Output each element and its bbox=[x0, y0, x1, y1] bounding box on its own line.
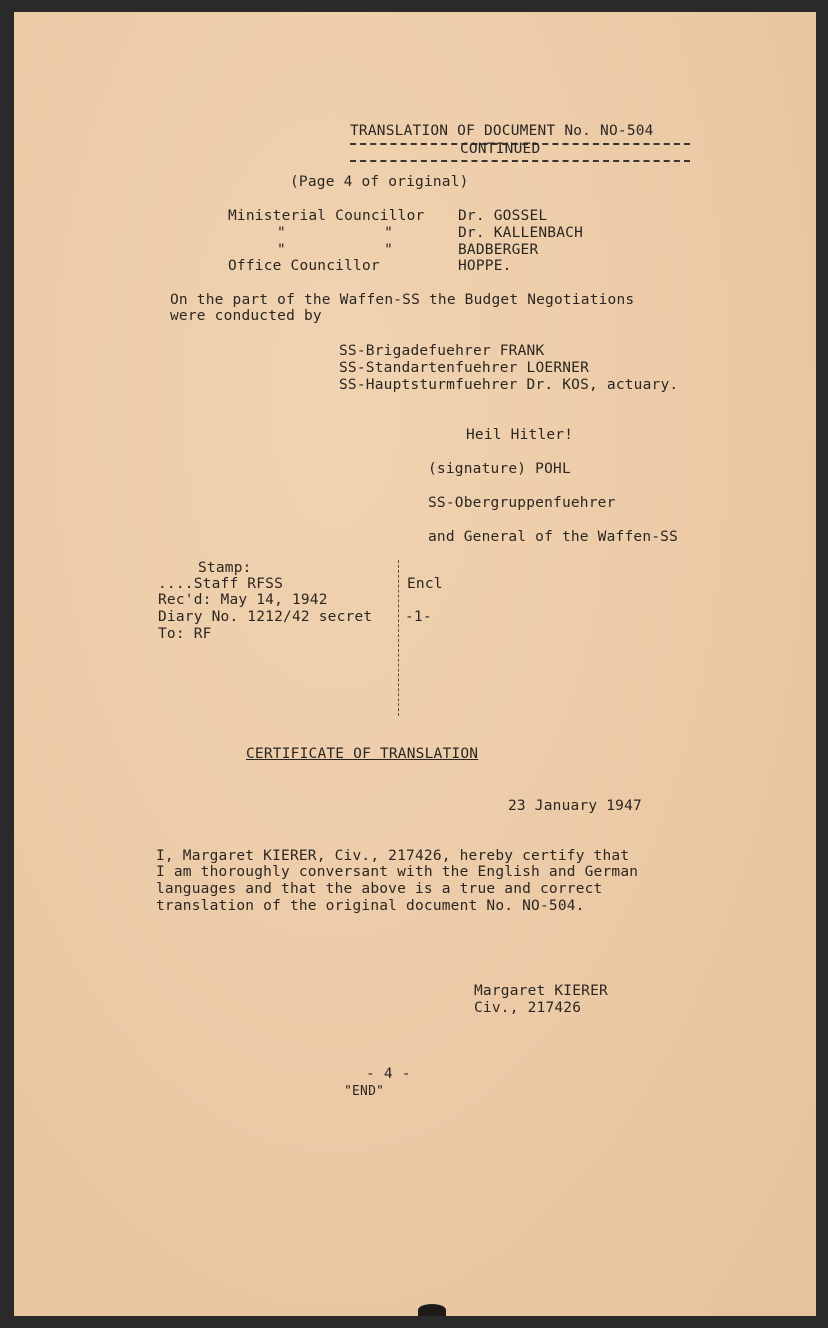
document-page bbox=[14, 12, 816, 1316]
closing-greeting: Heil Hitler! bbox=[466, 427, 574, 443]
official-title: Office Councillor bbox=[228, 258, 380, 274]
stamp-line: ....Staff RFSS bbox=[158, 576, 284, 592]
stamp-line: Diary No. 1212/42 secret bbox=[158, 609, 373, 625]
certificate-body-line: languages and that the above is a true and correct bbox=[156, 881, 603, 897]
paper-tear bbox=[418, 1304, 446, 1316]
page-reference: (Page 4 of original) bbox=[290, 174, 469, 190]
enclosure-label: Encl bbox=[407, 576, 443, 592]
official-name: HOPPE. bbox=[458, 258, 512, 274]
signer-name: Margaret KIERER bbox=[474, 983, 608, 999]
stamp-label: Stamp: bbox=[198, 560, 252, 576]
ss-officer: SS-Brigadefuehrer FRANK bbox=[339, 343, 545, 359]
certificate-body-line: translation of the original document No. NO-504. bbox=[156, 898, 585, 914]
document-title: TRANSLATION OF DOCUMENT No. NO-504 bbox=[350, 123, 654, 139]
stamp-line: Rec'd: May 14, 1942 bbox=[158, 592, 328, 608]
certificate-body-line: I am thoroughly conversant with the English and German bbox=[156, 864, 639, 880]
paragraph-line: were conducted by bbox=[170, 308, 322, 324]
end-mark: "END" bbox=[344, 1084, 385, 1099]
ss-officer: SS-Standartenfuehrer LOERNER bbox=[339, 360, 590, 376]
document-subtitle: CONTINUED bbox=[460, 141, 541, 157]
certificate-heading: CERTIFICATE OF TRANSLATION bbox=[246, 746, 479, 762]
closing-signature: (signature) POHL bbox=[428, 461, 571, 477]
ss-officer: SS-Hauptsturmfuehrer Dr. KOS, actuary. bbox=[339, 377, 679, 393]
paragraph-line: On the part of the Waffen-SS the Budget Negotiations bbox=[170, 292, 635, 308]
official-name: BADBERGER bbox=[458, 242, 539, 258]
page-number: - 4 - bbox=[366, 1066, 411, 1082]
official-title: Ministerial Councillor bbox=[228, 208, 425, 224]
subtitle-rule bbox=[350, 160, 690, 162]
official-name: Dr. GOSSEL bbox=[458, 208, 548, 224]
stamp-divider bbox=[398, 560, 399, 716]
official-title: " " bbox=[277, 225, 394, 241]
certificate-date: 23 January 1947 bbox=[508, 798, 642, 814]
signer-id: Civ., 217426 bbox=[474, 1000, 582, 1016]
official-name: Dr. KALLENBACH bbox=[458, 225, 584, 241]
certificate-body-line: I, Margaret KIERER, Civ., 217426, hereby certify that bbox=[156, 848, 630, 864]
stamp-line: To: RF bbox=[158, 626, 212, 642]
enclosure-value: -1- bbox=[405, 609, 432, 625]
official-title: " " bbox=[277, 242, 394, 258]
closing-rank: and General of the Waffen-SS bbox=[428, 529, 679, 545]
closing-rank: SS-Obergruppenfuehrer bbox=[428, 495, 616, 511]
